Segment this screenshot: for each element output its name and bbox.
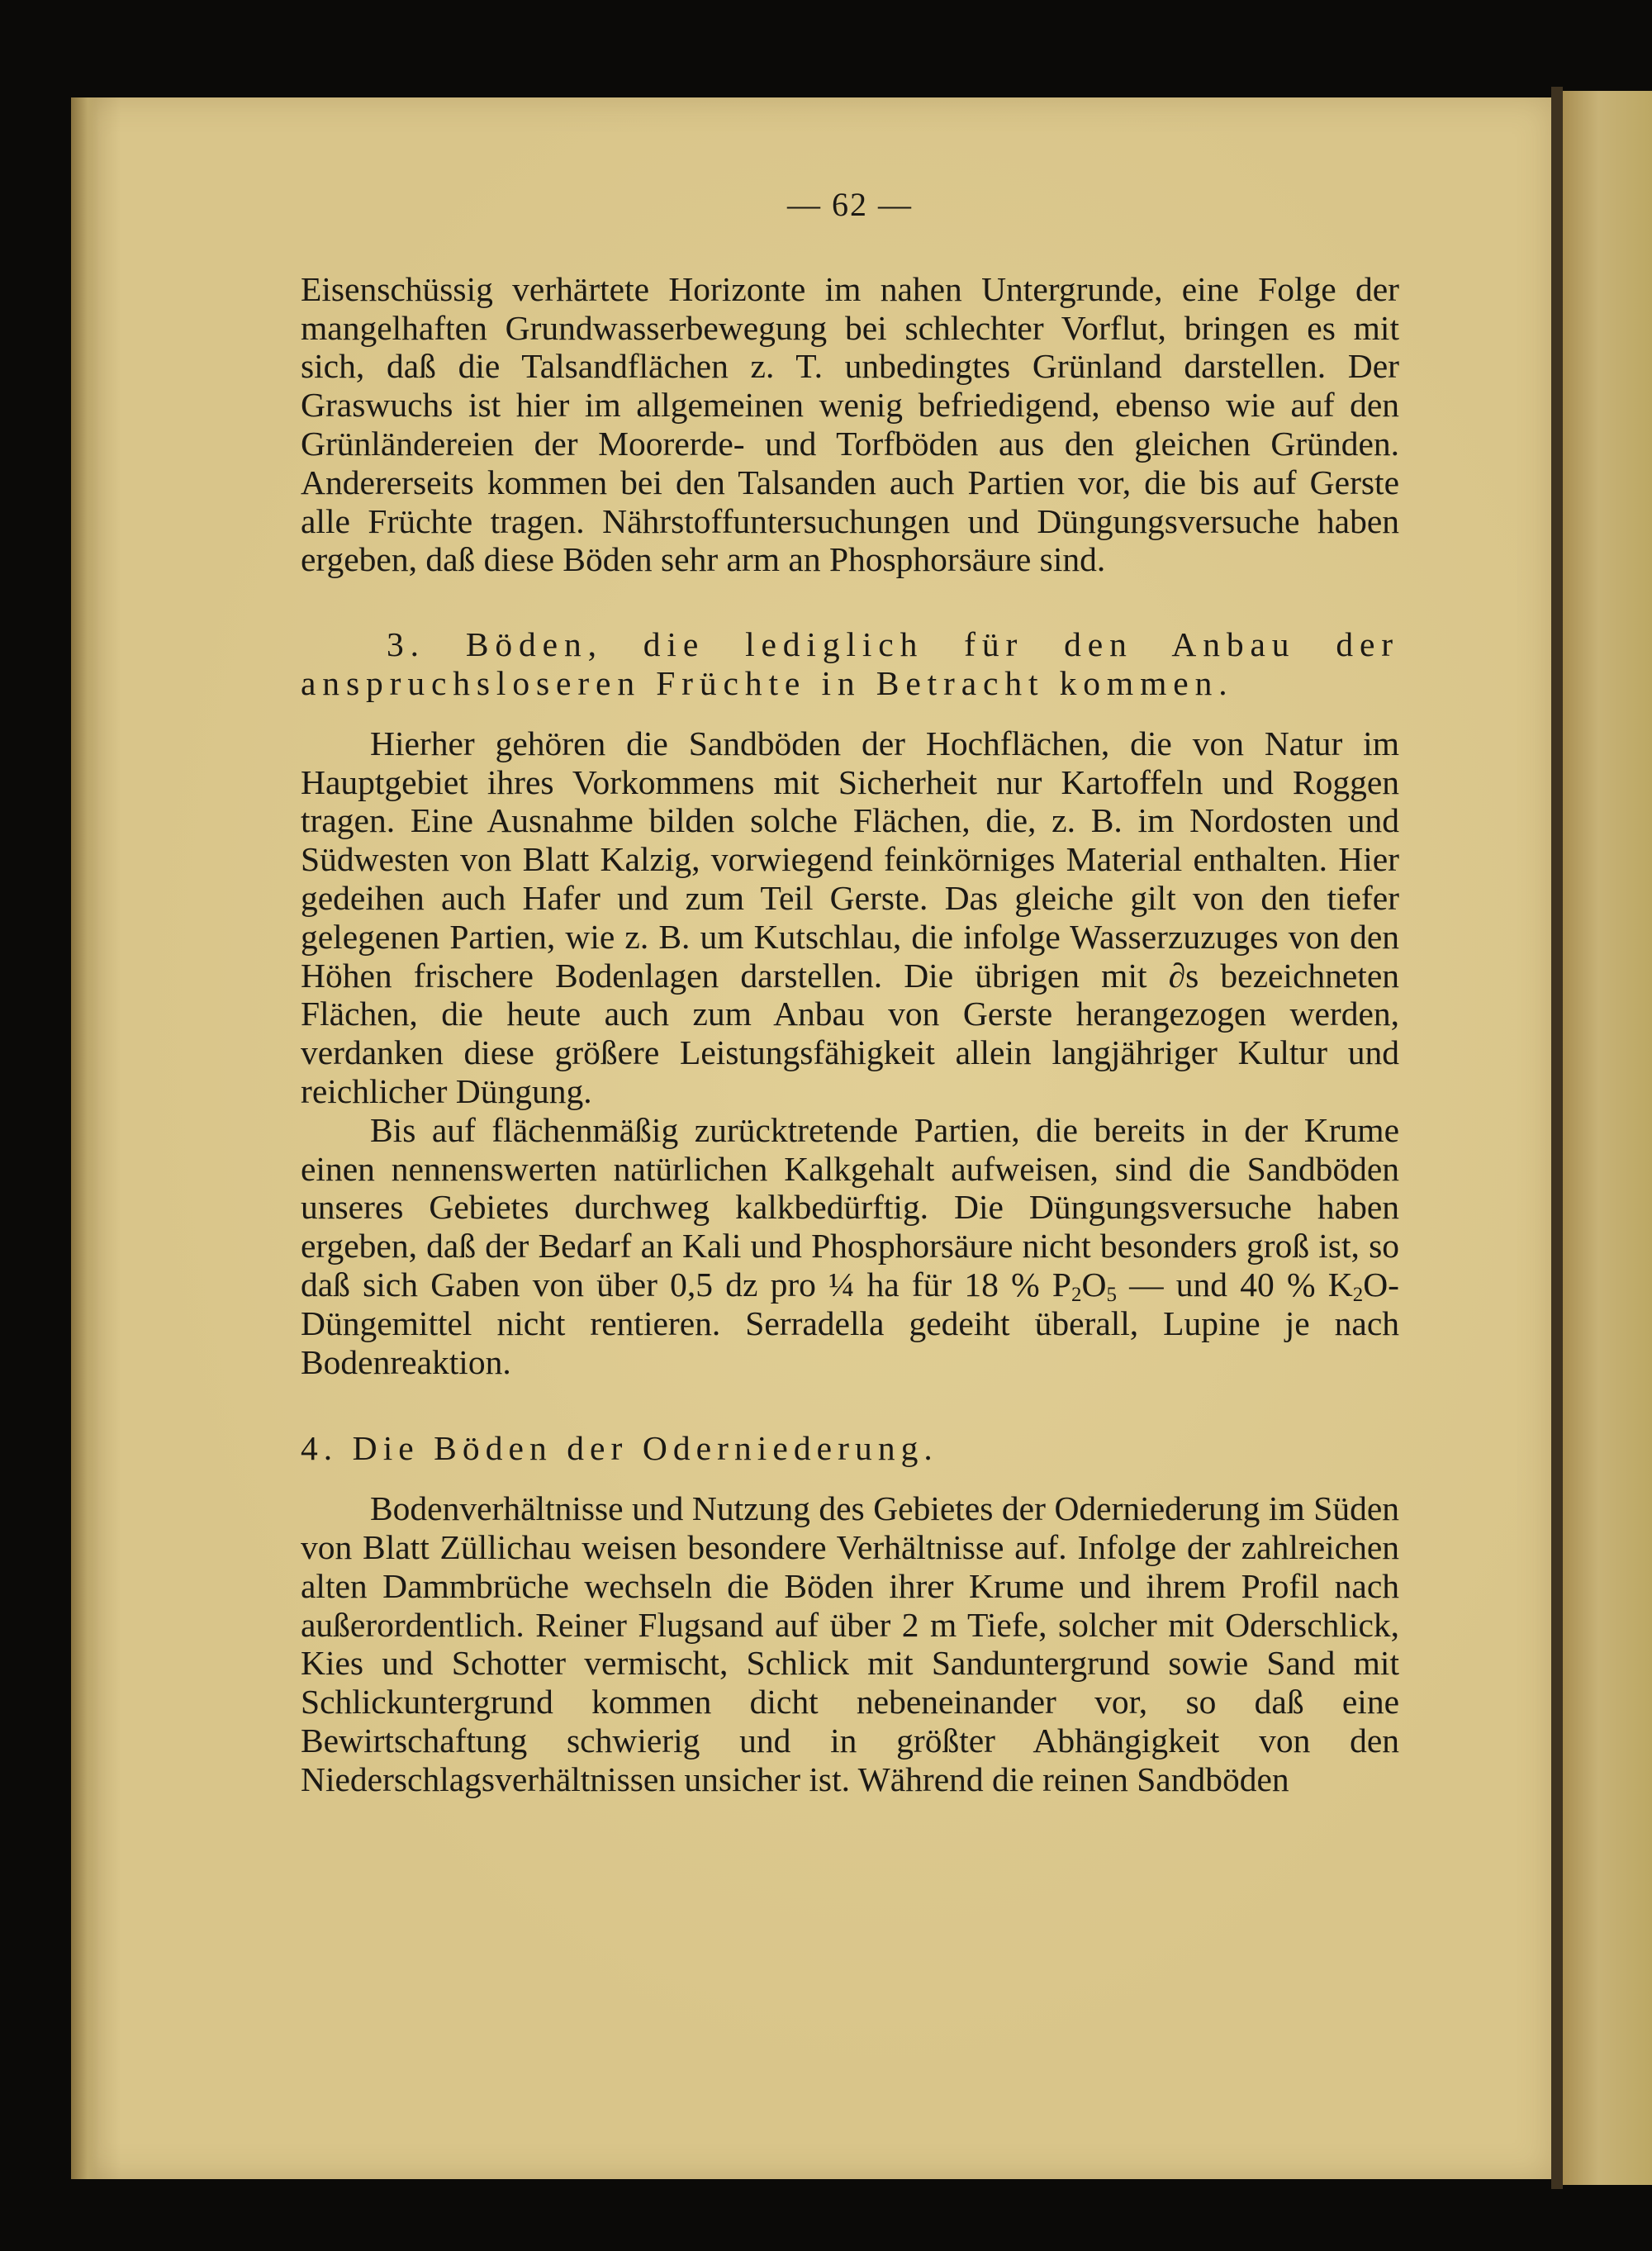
paragraph-kalkbedarf-text-3: O-Düngemittel nicht rentieren. Serradella gedeiht überall, Lupine je nach Bodenreaktion. (301, 1265, 1399, 1381)
section-heading-3: 3. Böden, die lediglich für den Anbau der anspruchsloseren Früchte in Betracht kommen. (301, 625, 1399, 702)
subscript-o5: 5 (1106, 1284, 1117, 1307)
paragraph-talsand: Eisenschüssig verhärtete Horizonte im nahen Untergrunde, eine Folge der mangelhaften Grundwasserbewegung bei schlechter Vorflut, bringen es mit sich, daß die Talsandflächen z. T. unbedingtes Grünland darstellen. Der Graswuchs ist hier im allgemeinen wenig befriedigend, ebenso wie auf den Grünländereien der Moorerde- und Torfböden aus den gleichen Gründen. Andererseits kommen bei den Talsanden auch Partien vor, die bis auf Gerste alle Früchte tragen. Nährstoffuntersuchungen und Düngungsversuche haben ergeben, daß diese Böden sehr arm an Phosphorsäure sind. (301, 269, 1399, 579)
paragraph-oderniederung: Bodenverhältnisse und Nutzung des Gebietes der Oderniederung im Süden von Blatt Züllichau weisen besondere Verhältnisse auf. Infolge der zahlreichen alten Dammbrüche wechseln die Böden ihrer Krume und ihrem Profil nach außerordentlich. Reiner Flugsand auf über 2 m Tiefe, solcher mit Oderschlick, Kies und Schotter vermischt, Schlick mit Sanduntergrund sowie Sand mit Schlickuntergrund kommen dicht nebeneinander vor, so daß eine Bewirtschaftung schwierig und in größter Abhängigkeit von den Niederschlagsverhältnissen unsicher ist. Während die reinen Sandböden (301, 1489, 1399, 1798)
page-spine-shadow (71, 97, 99, 2179)
section-heading-4: 4. Die Böden der Oderniederung. (301, 1429, 938, 1468)
formula-o: O (1081, 1265, 1107, 1304)
paragraph-hochflaechen: Hierher gehören die Sandböden der Hochflächen, die von Natur im Hauptgebiet ihres Vorkommens mit Sicherheit nur Kartoffeln und Roggen tragen. Eine Ausnahme bilden solche Flächen, die, z. B. im Nordosten und Südwesten von Blatt Kalzig, vorwiegend feinkörniges Material enthalten. Hier gedeihen auch Hafer und zum Teil Gerste. Das gleiche gilt von den tiefer gelegenen Partien, wie z. B. um Kutschlau, die infolge Wasserzuzuges von den Höhen frischere Bodenlagen darstellen. Die übrigen mit ∂s bezeichneten Flächen, die heute auch zum Anbau von Gerste herangezogen werden, verdanken diese größere Leistungsfähigkeit allein langjähriger Kultur und reichlicher Düngung. (301, 724, 1399, 1110)
subscript-p2: 2 (1071, 1284, 1082, 1307)
page-number: — 62 — (787, 186, 913, 223)
book-gutter (1551, 87, 1563, 2189)
paragraph-kalkbedarf-text-2: — und 40 % K (1116, 1265, 1353, 1304)
subscript-k2: 2 (1352, 1284, 1364, 1307)
paragraph-kalkbedarf-text-1: Bis auf flächenmäßig zurücktretende Partien, die bereits in der Krume einen nennenswerten natürlichen Kalkgehalt aufweisen, sind die Sandböden unseres Gebietes durchweg kalkbedürftig. Die Düngungsversuche haben ergeben, daß der Bedarf an Kali und Phosphorsäure nicht besonders groß ist, so daß sich Gaben von über 0,5 dz pro ¼ ha für 18 % P (301, 1110, 1399, 1304)
paragraph-kalkbedarf (301, 1111, 1399, 1382)
adjacent-page-edge (1563, 91, 1652, 2185)
page-content (301, 186, 1399, 1798)
